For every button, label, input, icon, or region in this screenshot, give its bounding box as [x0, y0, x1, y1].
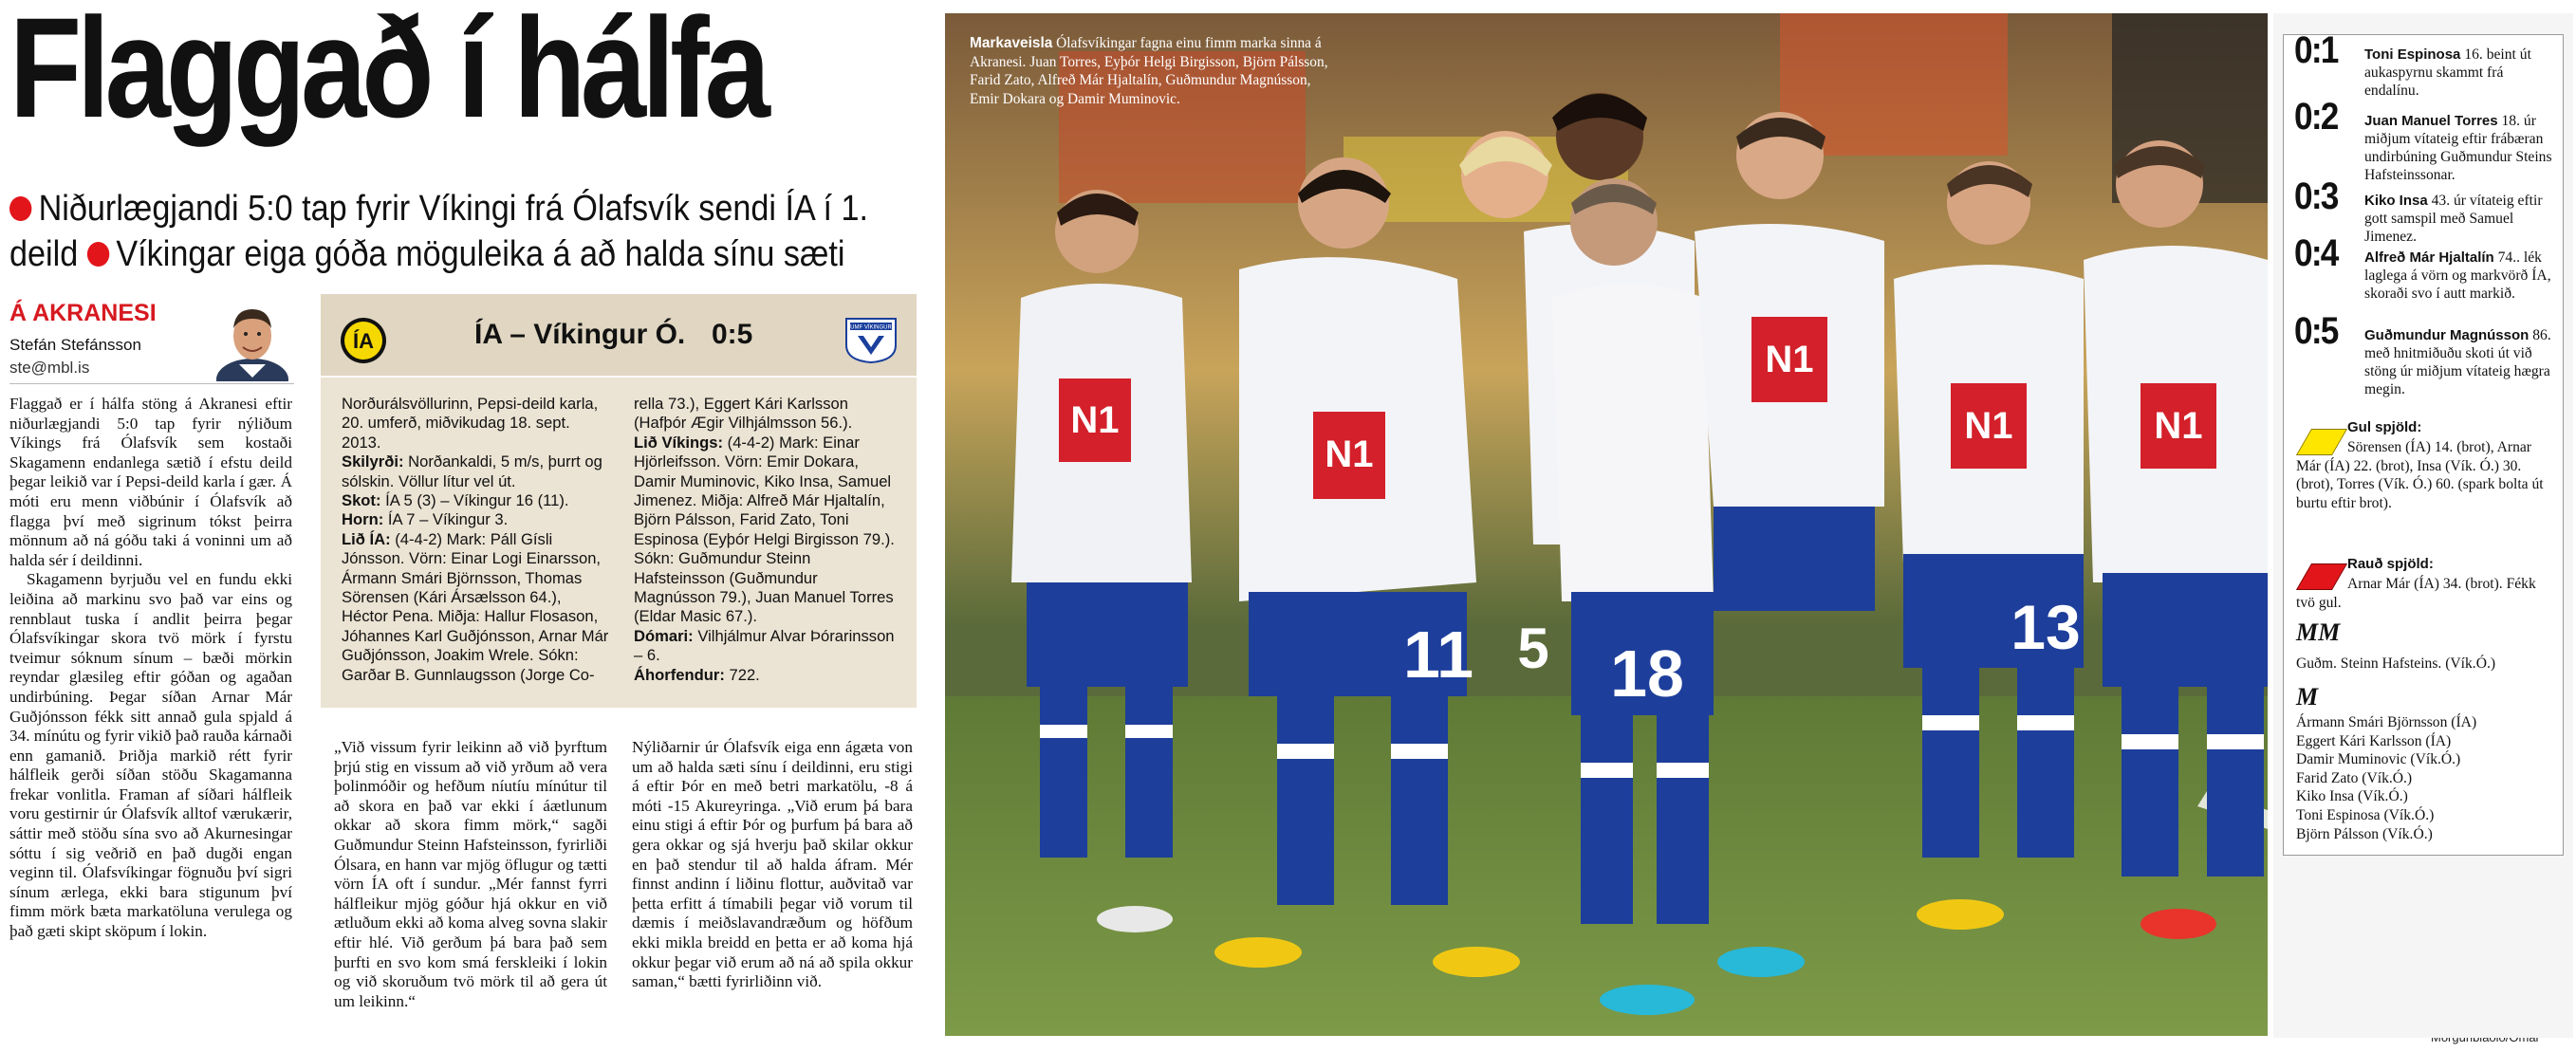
shirt-number-13: 13 [2011, 592, 2081, 662]
byline-email[interactable]: ste@mbl.is [9, 359, 90, 377]
paragraph: „Við vissum fyrir leikinn að við þyrftum þrjú stig en vissum að við yrðum að vera þolinmóðir og hefðum níutíu mínútur til að skora en það var ekki í áætlunum okkar að skora fimm mörk,“ sagði Guðmundur Steinn Hafsteinsson, fyrirliði Ólsara, en hann var mjög öflugur og tætti vörn ÍA oft í sundur. „Mér fannst fyrri hálfleikur mjög góður hjá okkur en við ætluðum ekki að koma alveg sovna slakir eftir hlé. Við gerðum þá bara það sem þurfti en svo kom smá ferskleiki í lokin og við skoruðum tvö mörk til að gera út um leikinn.“ [334, 738, 607, 1010]
goal-score: 0:4 [2294, 232, 2338, 274]
goal-entry: 0:5 Guðmundur Magnússon 86. með hnitmiðuðu skoti út við stöng úr miðjum vítateig hægra megin. [2294, 310, 2551, 397]
match-photo [945, 13, 2268, 1036]
m-player: Ármann Smári Björnsson (ÍA) [2296, 714, 2477, 730]
ia-badge-icon [340, 317, 387, 364]
m-player: Toni Espinosa (Vík.Ó.) [2296, 806, 2435, 823]
paragraph: Nýliðarnir úr Ólafsvík eiga enn ágæta von um að halda sæti sínu í deildinni, eru stigi á eftir Þór en með betri markatölu, -8 á móti -15 Akureyringa. „Við erum þá bara einu stigi á eftir Þór og þurfum þá bara að gera okkar og sjá hverju það skilar okkur en það stendur til að halda áfram. Mér finnst andinn í liðinu flottur, auðvitað var þetta erfitt á tímabili þegar við vorum til dæmis í meiðslavandræðum og höfðum ekki mikla breidd en þetta er að koma hjá okkur þegar við erum að ná að spila okkur saman,“ bætti fyrirliðinn við. [632, 738, 913, 991]
goal-scorer: Toni Espinosa [2364, 46, 2461, 63]
paragraph: Skagamenn byrjuðu vel en fundu ekki leiðina að markinu svo það var eins og rennblaut tuska í andlit þeirra þegar Ólafsvíkingar skora tvö mörk í fyrstu tveimur sóknum sínum – bæði mörkin reyndar glæsileg eftir góðan og agaðan undirbúning. Þegar síðan Arnar Már Guðjónsson fékk sitt annað gula spjald á 34. mínútu og fyrir vikið það rauða kárnaði enn gamanið. Þriðja markið rétt fyrir hálfleik gerði síðan stöðu Skagamanna frekar vonlitla. Framan af síðari hálfleik voru gestirnir úr Ólafsvík alltof værukærir, sáttir með stöðu sína svo að Akurnesingar sóttu í sig veðrið en það dugði engan veginn til. Ólafsvíkingar fögnuðu því sigri sínum ærlega, ekki bara stigunum því fimm mörk bæta markatöluna verulega og það gæti skipt sköpum í lokin. [9, 570, 292, 941]
paragraph: Flaggað er í hálfa stöng á Akranesi eftir niðurlægjandi 5:0 tap fyrir nýliðum Víkings frá Ólafsvík sem kostaði Skagamenn endanlega sætið í efstu deild þegar leikið var í Pepsi-deild karla í gær. Á móti eru menn viðbúnir í Ólafsvík að flagga því með sigrinum tókst þeirra mönnum að ná góðu taki á voninni um að halda sér í deildinni. [9, 395, 292, 569]
m-player: Kiko Insa (Vík.Ó.) [2296, 788, 2408, 805]
shirt-number-11: 11 [1403, 618, 1473, 692]
bullet-dot-icon [9, 196, 31, 221]
goal-score: 0:5 [2294, 310, 2338, 352]
mm-player: Guðm. Steinn Hafsteins. (Vík.Ó.) [2296, 655, 2496, 672]
svg-text:N1: N1 [2154, 405, 2203, 447]
m-player: Eggert Kári Karlsson (ÍA) [2296, 732, 2452, 749]
yellow-cards-text: Sörensen (ÍA) 14. (brot), Arnar Már (ÍA) 22. (brot), Insa (Vík. Ó.) 30. (brot), Torres (Vík. Ó.) 60. (spark bolta út burtu eftir brot). [2296, 439, 2544, 511]
yellow-cards-title: Gul spjöld: [2347, 419, 2422, 435]
goal-score: 0:2 [2294, 96, 2338, 138]
goal-scorer: Alfreð Már Hjaltalín [2364, 249, 2494, 266]
goal-entry: 0:4 Alfreð Már Hjaltalín 74.. lék laglega á vörn og markvörð ÍA, skoraði svo í autt markið. [2294, 232, 2551, 302]
goal-entry: 0:2 Juan Manuel Torres 18. úr miðjum vítateig eftir frábæran undirbúning Guðmundur Steins Hafsteinssonar. [2294, 96, 2552, 183]
svg-text:N1: N1 [1325, 434, 1374, 475]
fact-line: rella 73.), Eggert Kári Karlsson (Hafþór Ægir Vilhjálmsson 56.). [634, 395, 853, 433]
deck-line-2: Víkingar eiga góða möguleika á að halda sínu sæti [116, 234, 845, 274]
author-avatar [211, 298, 294, 381]
byline-divider [9, 383, 294, 384]
ia-badge-label: ÍA [353, 329, 374, 353]
match-title: ÍA – Víkingur Ó. [474, 319, 686, 350]
fact-line: Lið Víkings: (4-4-2) Mark: Einar Hjörleifsson. Vörn: Emir Dokara, Damir Muminovic, Kiko Insa, Samuel Jimenez. Miðja: Alfreð Már Hjaltalín, Björn Pálsson, Farid Zato, Toni Espinosa (Eyþór Helgi Birgisson 79.). Sókn: Guðmundur Steinn Hafsteinsson (Guðmundur Magnússon 79.), Juan Manuel Torres (Eldar Masic 67.). [634, 433, 895, 626]
goal-score: 0:1 [2294, 29, 2338, 71]
vikingur-badge-label: UMF VÍKINGUR [850, 324, 892, 331]
red-cards-title: Rauð spjöld: [2347, 556, 2434, 572]
bullet-dot-icon [87, 242, 109, 267]
goal-scorer: Juan Manuel Torres [2364, 113, 2498, 129]
goal-score: 0:3 [2294, 175, 2338, 217]
fact-line: Horn: ÍA 7 – Víkingur 3. [342, 510, 509, 529]
deck [9, 186, 915, 277]
match-facts-left [342, 395, 609, 685]
svg-text:N1: N1 [1964, 405, 2013, 447]
goal-entry: 0:3 Kiko Insa 43. úr vítateig eftir gott samspil með Samuel Jimenez. [2294, 175, 2543, 245]
byline-name: Stefán Stefánsson [9, 336, 141, 354]
svg-text:N1: N1 [1765, 339, 1814, 380]
dateline-location: Á AKRANESI [9, 300, 157, 326]
m-player: Farid Zato (Vík.Ó.) [2296, 769, 2413, 786]
article-column-3 [632, 738, 913, 992]
caption-lead: Markaveisla [970, 35, 1053, 51]
goal-scorer: Guðmundur Magnússon [2364, 327, 2530, 343]
svg-text:N1: N1 [1070, 399, 1120, 441]
shirt-number-5: 5 [1517, 617, 1549, 680]
m-player: Björn Pálsson (Vík.Ó.) [2296, 825, 2433, 842]
m-player: Damir Muminovic (Vík.Ó.) [2296, 751, 2461, 768]
caption-text: Ólafsvíkingar fagna einu fimm marka sinna á Akranesi. Juan Torres, Eyþór Helgi Birgisson, Björn Pálsson, Farid Zato, Alfreð Már Hjaltalín, Guðmundur Magnússon, Emir Dokara og Damir Muminovic. [970, 35, 1328, 107]
m-player-list [2296, 713, 2558, 843]
fact-line: Skilyrði: Norðankaldi, 5 m/s, þurrt og sólskin. Völlur lítur vel út. [342, 452, 602, 490]
vikingur-badge-icon [844, 317, 898, 364]
match-facts-right [634, 395, 901, 685]
fact-line: Áhorfendur: 722. [634, 665, 760, 684]
goal-scorer: Kiko Insa [2364, 193, 2428, 209]
mm-rating-icon: MM [2296, 618, 2341, 646]
red-cards-text: Arnar Már (ÍA) 34. (brot). Fékk tvö gul. [2296, 576, 2536, 611]
shirt-number-18: 18 [1610, 637, 1684, 711]
article-column-1 [9, 395, 292, 942]
headline: Flaggað í hálfa [9, 0, 766, 147]
fact-line: Dómari: Vilhjálmur Alvar Þórarinsson – 6. [634, 626, 895, 665]
goal-entry: 0:1 Toni Espinosa 16. beint út aukaspyrnu skammt frá endalínu. [2294, 29, 2531, 99]
fact-line: Lið ÍA: (4-4-2) Mark: Páll Gísli Jónsson. Vörn: Einar Logi Einarsson, Ármann Smári Björnsson, Thomas Sörensen (Kári Ársælsson 64.), Héctor Pena. Miðja: Hallur Flosason, Jóhannes Karl Guðjónsson, Arnar Már Guðjónsson, Joakim Wrele. Sókn: Garðar B. Gunnlaugsson (Jorge Co- [342, 529, 609, 684]
fact-line: Norðurálsvöllurinn, Pepsi-deild karla, 20. umferð, miðvikudag 18. sept. 2013. [342, 395, 599, 452]
article-column-2 [334, 738, 607, 1011]
match-score: 0:5 [712, 319, 753, 350]
m-rating-icon: M [2296, 683, 2319, 711]
fact-line: Skot: ÍA 5 (3) – Víkingur 16 (11). [342, 491, 569, 510]
deck-line-1: Niðurlægjandi 5:0 tap fyrir Víkingi frá Ólafsvík sendi ÍA í 1. deild [9, 189, 868, 274]
photo-caption [970, 34, 1330, 108]
